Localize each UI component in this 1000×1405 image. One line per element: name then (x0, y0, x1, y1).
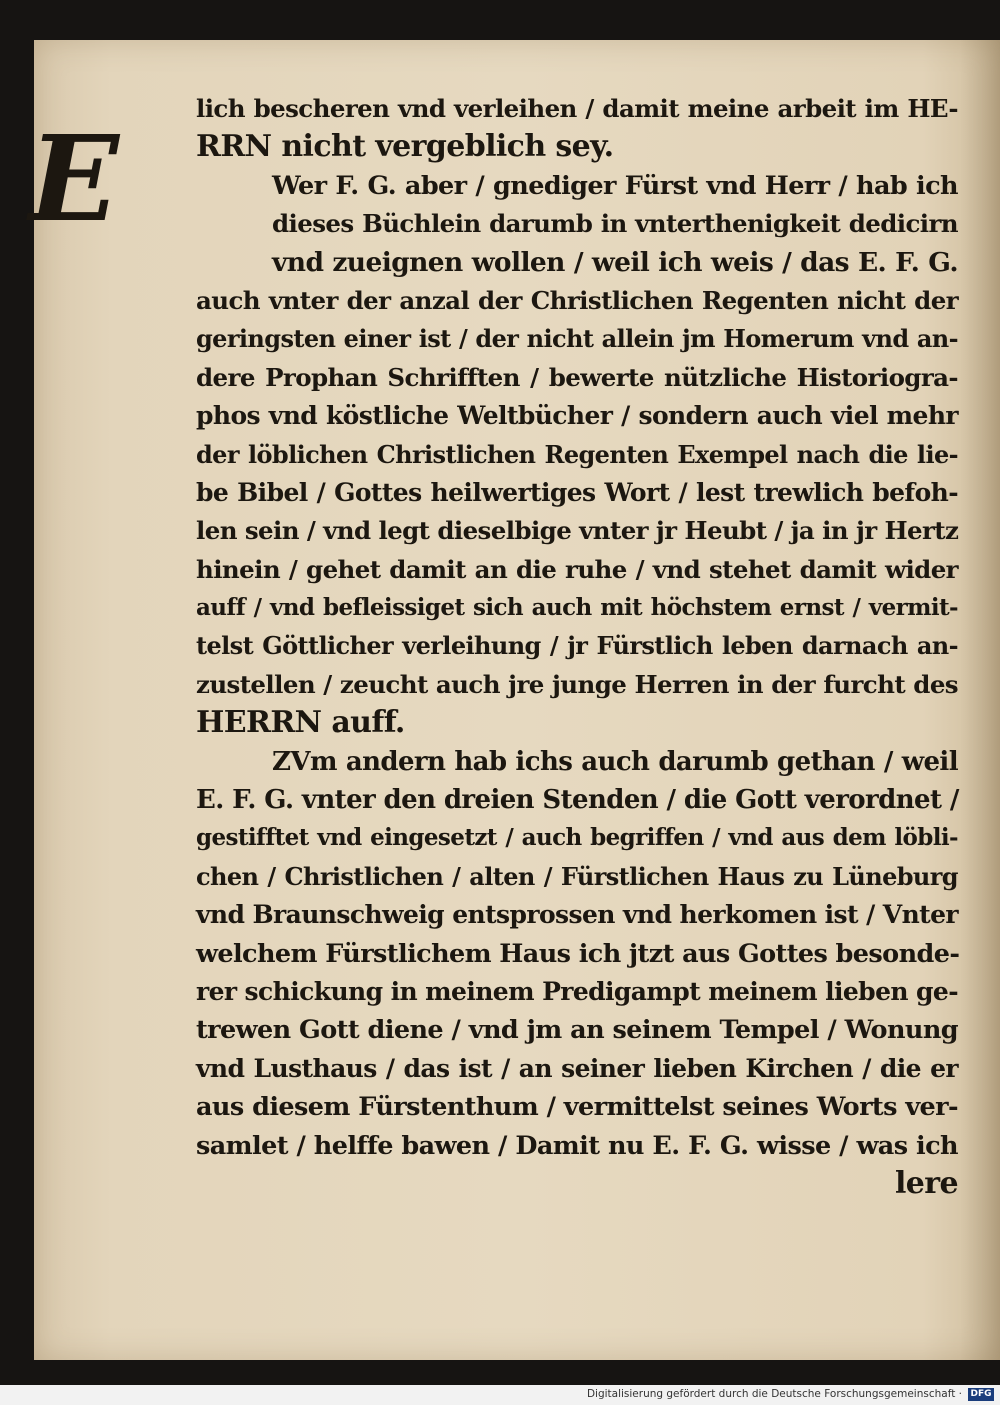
dfg-logo-icon: DFG (968, 1388, 994, 1401)
text-line: zustellen / zeucht auch jre junge Herren in der furcht des (196, 669, 958, 699)
text-line: len sein / vnd legt dieselbige vnter jr Heubt / ja in jr Hertz (196, 516, 959, 546)
text-line: samlet / helffe bawen / Damit nu E. F. G. wisse / was ich (196, 1130, 958, 1161)
text-line: vnd zueignen wollen / weil ich weis / das E. F. G. (272, 246, 958, 278)
text-line: lich bescheren vnd verleihen / damit meine arbeit im HE- (196, 94, 958, 123)
page-text-block (196, 90, 958, 1203)
text-line: Wer F. G. aber / gnediger Fürst vnd Herr / hab ich (272, 170, 958, 201)
text-line: dere Prophan Schrifften / bewerte nützliche Historiogra- (196, 362, 958, 392)
text-line: auch vnter der anzal der Christlichen Regenten nicht der (196, 285, 958, 315)
text-line: vnd Braunschweig entsprossen vnd herkomen ist / Vnter (196, 900, 958, 930)
text-line: be Bibel / Gottes heilwertiges Wort / lest trewlich befoh- (196, 477, 958, 507)
footer-bar (0, 1385, 1000, 1405)
text-line: hinein / gehet damit an die ruhe / vnd stehet damit wider (196, 554, 958, 584)
text-line: trewen Gott diene / vnd jm an seinem Tempel / Wonung (196, 1015, 958, 1046)
text-line: aus diesem Fürstenthum / vermittelst seines Worts ver- (196, 1092, 958, 1123)
book-page (29, 40, 1000, 1360)
drop-cap: E (29, 109, 119, 248)
text-line: lere (895, 1165, 958, 1201)
text-line: welchem Fürstlichem Haus ich jtzt aus Gottes besonde- (196, 938, 960, 969)
text-line: ZVm andern hab ichs auch darumb gethan / weil (272, 746, 958, 777)
footer-credit: Digitalisierung gefördert durch die Deutsche Forschungsgemeinschaft · (586, 1388, 962, 1400)
text-line: gestifftet vnd eingesetzt / auch begriffen / vnd aus dem löbli- (196, 824, 958, 852)
text-line: der löblichen Christlichen Regenten Exempel nach die lie- (196, 439, 958, 469)
text-line: vnd Lusthaus / das ist / an seiner lieben Kirchen / die er (196, 1053, 958, 1083)
text-line: RRN nicht vergeblich sey. (196, 129, 614, 165)
text-line: E. F. G. vnter den dreien Stenden / die Gott verordnet / (196, 785, 959, 816)
text-line: chen / Christlichen / alten / Fürstlichen Haus zu Lüneburg (196, 861, 958, 891)
text-line: telst Göttlicher verleihung / jr Fürstlich leben darnach an- (196, 631, 958, 661)
text-line: phos vnd köstliche Weltbücher / sondern auch viel mehr (196, 401, 958, 431)
text-line: HERRN auff. (196, 705, 405, 741)
text-line: rer schickung in meinem Predigampt meinem lieben ge- (196, 976, 959, 1006)
text-line: auff / vnd befleissiget sich auch mit höchstem ernst / vermit- (196, 594, 958, 622)
text-line: dieses Büchlein darumb in vnterthenigkeit dedicirn (272, 209, 958, 239)
text-line: geringsten einer ist / der nicht allein jm Homerum vnd an- (196, 324, 958, 354)
page-edge-shadow (960, 40, 1000, 1360)
